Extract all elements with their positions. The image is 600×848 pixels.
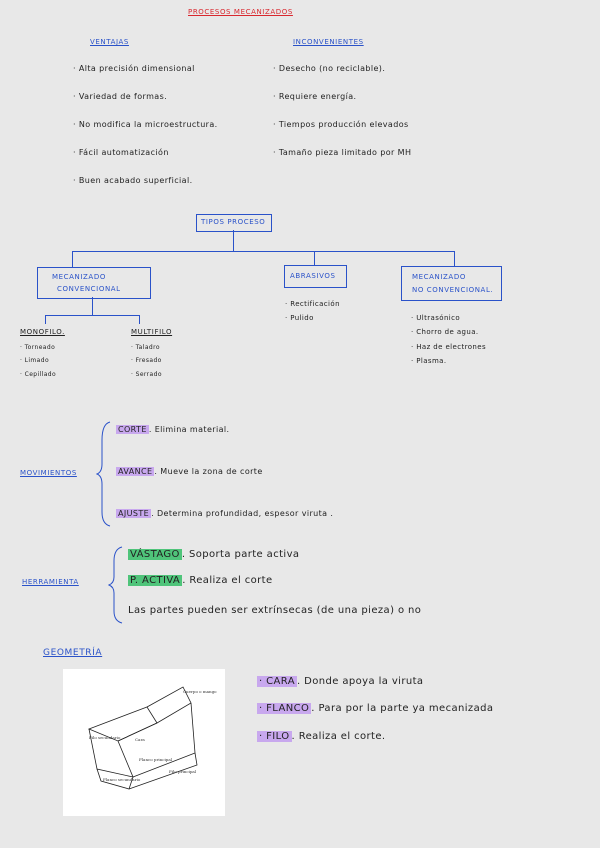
ventaja-item: · Buen acabado superficial. — [73, 176, 193, 185]
geometria-cara — [257, 676, 423, 687]
monofilo-item: · Limado — [20, 357, 50, 364]
ventaja-item: · No modifica la microestructura. — [73, 120, 218, 129]
label-cuerpo: Cuerpo o mango — [183, 689, 217, 694]
monofilo-item: · Cepillado — [20, 371, 57, 378]
tool-diagram — [63, 669, 225, 816]
label-filo-principal: Filo principal — [169, 769, 197, 774]
movimientos-brace — [96, 420, 112, 528]
no-conv-item: · Ultrasónico — [411, 314, 461, 322]
flanco-text: . Para por la parte ya mecanizada — [311, 703, 494, 714]
abrasivos-item: · Pulido — [285, 314, 314, 322]
inconveniente-item: · Requiere energía. — [273, 92, 357, 101]
tree-connector — [45, 315, 46, 324]
no-convencional-line2: NO CONVENCIONAL. — [412, 286, 494, 294]
tool-geometry-figure — [63, 669, 225, 816]
no-conv-item: · Chorro de agua. — [411, 328, 479, 336]
page-title: PROCESOS MECANIZADOS — [188, 8, 293, 16]
geometria-flanco — [257, 703, 493, 714]
label-cara: Cara — [135, 737, 145, 742]
tree-connector — [72, 251, 73, 267]
multifilo-item: · Fresado — [131, 357, 162, 364]
multifilo-item: · Taladro — [131, 344, 160, 351]
movimiento-avance — [116, 467, 263, 476]
mecanizado-convencional-box — [37, 267, 151, 299]
ajuste-text: . Determina profundidad, espesor viruta . — [151, 509, 334, 518]
herramienta-note: Las partes pueden ser extrínsecas (de una pieza) o no — [128, 605, 422, 616]
no-conv-item: · Haz de electrones — [411, 343, 487, 351]
abrasivos-item: · Rectificación — [285, 300, 340, 308]
tree-connector — [72, 251, 454, 252]
tree-connector — [454, 251, 455, 266]
filo-tag: · FILO — [259, 731, 290, 742]
herramienta-brace — [108, 545, 124, 625]
corte-text: . Elimina material. — [148, 425, 230, 434]
convencional-line2: CONVENCIONAL — [57, 285, 121, 293]
cara-text: . Donde apoya la viruta — [296, 676, 424, 687]
avance-text: . Mueve la zona de corte — [154, 467, 263, 476]
inconveniente-item: · Tamaño pieza limitado por MH — [273, 148, 412, 157]
inconvenientes-heading: INCONVENIENTES — [293, 38, 364, 46]
monofilo-item: · Torneado — [20, 344, 56, 351]
monofilo-heading: MONOFILO. — [20, 328, 65, 336]
movimiento-ajuste — [116, 509, 333, 518]
vastago-tag: VÁSTAGO — [130, 549, 180, 560]
label-flanco-principal: Flanco principal — [139, 757, 173, 762]
tree-connector — [45, 315, 139, 316]
label-flanco-secundario: Flanco secundario — [103, 777, 141, 782]
tipos-proceso-label: TIPOS PROCESO — [201, 218, 266, 226]
ventaja-item: · Fácil automatización — [73, 148, 169, 157]
herramienta-activa — [128, 575, 273, 586]
label-filo-secundario: Filo secundario — [89, 735, 121, 740]
activa-text: . Realiza el corte — [182, 575, 273, 586]
movimientos-label: MOVIMIENTOS — [20, 469, 77, 477]
activa-tag: P. ACTIVA — [130, 575, 181, 586]
tree-connector — [139, 315, 140, 324]
convencional-line1: MECANIZADO — [52, 273, 106, 281]
ventaja-item: · Alta precisión dimensional — [73, 64, 195, 73]
filo-text: . Realiza el corte. — [291, 731, 386, 742]
mecanizado-no-convencional-box — [401, 266, 502, 301]
no-convencional-line1: MECANIZADO — [412, 273, 466, 281]
tree-connector — [233, 230, 234, 251]
multifilo-heading: MULTIFILO — [131, 328, 173, 336]
abrasivos-label: ABRASIVOS — [290, 272, 336, 280]
no-conv-item: · Plasma. — [411, 357, 447, 365]
multifilo-item: · Serrado — [131, 371, 162, 378]
corte-tag: CORTE — [118, 425, 147, 434]
ventaja-item: · Variedad de formas. — [73, 92, 168, 101]
flanco-tag: · FLANCO — [259, 703, 310, 714]
inconveniente-item: · Desecho (no reciclable). — [273, 64, 386, 73]
geometria-filo — [257, 731, 386, 742]
cara-tag: · CARA — [259, 676, 295, 687]
ajuste-tag: AJUSTE — [118, 509, 150, 518]
avance-tag: AVANCE — [118, 467, 153, 476]
tree-connector — [92, 297, 93, 315]
vastago-text: . Soporta parte activa — [181, 549, 300, 560]
ventajas-heading: VENTAJAS — [90, 38, 129, 46]
inconveniente-item: · Tiempos producción elevados — [273, 120, 409, 129]
herramienta-label: HERRAMIENTA — [22, 578, 79, 586]
tree-connector — [314, 251, 315, 265]
herramienta-vastago — [128, 549, 299, 560]
movimiento-corte — [116, 425, 229, 434]
geometria-label: GEOMETRÍA — [43, 648, 103, 658]
